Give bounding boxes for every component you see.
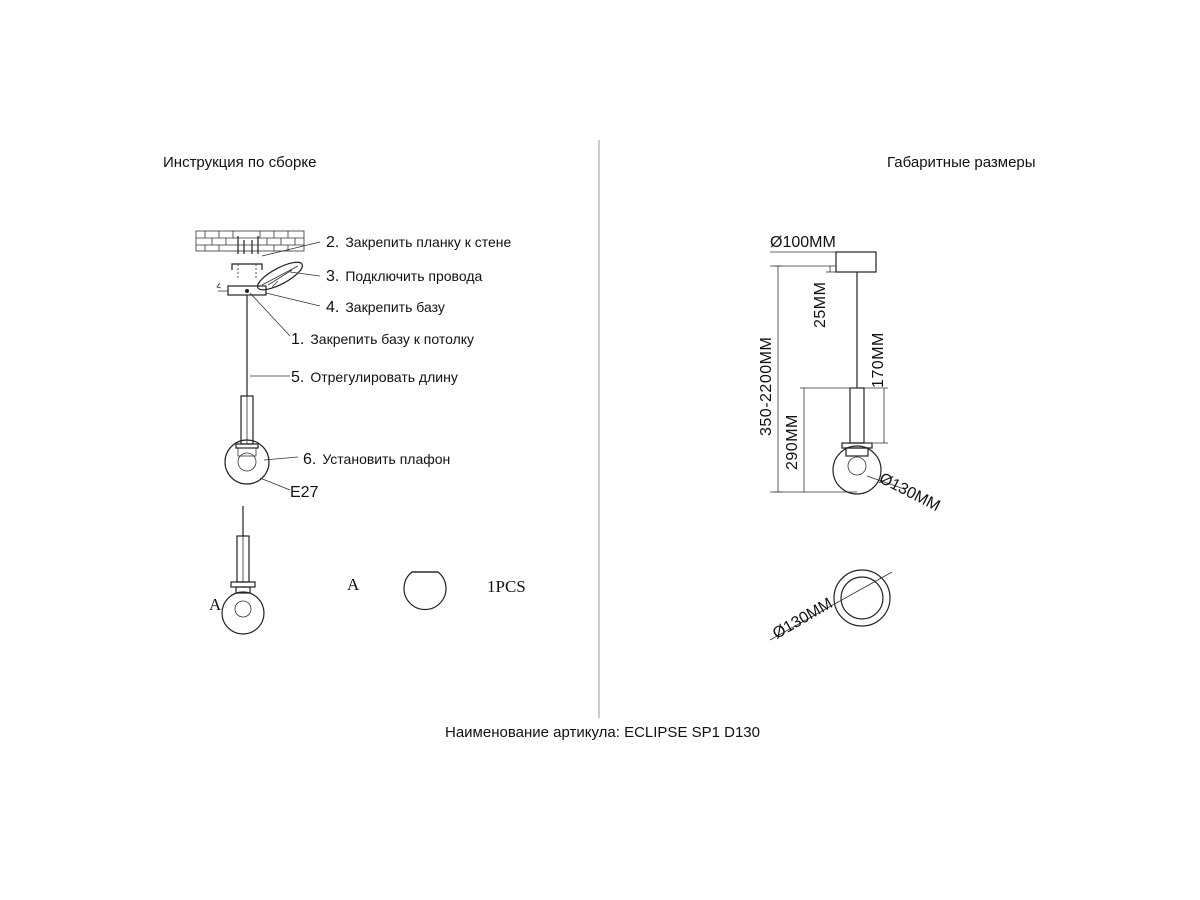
step-4: 4. Закрепить базу xyxy=(326,299,445,316)
step-5: 5. Отрегулировать длину xyxy=(291,369,458,386)
assembly-a-drawing xyxy=(222,506,264,634)
article-name: Наименование артикула: ECLIPSE SP1 D130 xyxy=(445,724,760,741)
assembly-header: Инструкция по сборке xyxy=(163,154,317,171)
shade-a-label: A xyxy=(347,575,360,594)
glass-shade xyxy=(225,440,269,484)
step-1: 1. Закрепить базу к потолку xyxy=(291,331,475,348)
dimensions-header: Габаритные размеры xyxy=(887,154,1036,171)
dim-canopy-height: 25MM xyxy=(812,281,829,328)
dim-body-height: 170MM xyxy=(870,332,887,388)
dim-total-length: 350-2200MM xyxy=(758,336,775,436)
assembly-a-label: A xyxy=(209,595,222,614)
mounting-plate xyxy=(232,264,262,278)
step-6: 6. Установить плафон xyxy=(303,451,451,468)
socket-label: E27 xyxy=(290,484,319,501)
dim-shade-top-diameter: Ø130MM xyxy=(770,595,836,643)
dim-shade-diameter: Ø130MM xyxy=(876,470,943,516)
step-3: 3. Подключить провода xyxy=(326,268,483,285)
dim-canopy-diameter: Ø100MM xyxy=(770,234,836,251)
dim-canopy xyxy=(770,252,876,272)
dim-fixture-height: 290MM xyxy=(784,414,801,470)
wire-connector xyxy=(254,257,306,295)
quantity-label: 1PCS xyxy=(487,577,526,596)
dim-body xyxy=(833,272,904,494)
ceiling-base xyxy=(217,281,278,295)
ceiling-brick-pattern xyxy=(196,231,304,251)
step-2: 2. Закрепить планку к стене xyxy=(326,234,512,251)
shade-part-drawing xyxy=(404,572,446,609)
